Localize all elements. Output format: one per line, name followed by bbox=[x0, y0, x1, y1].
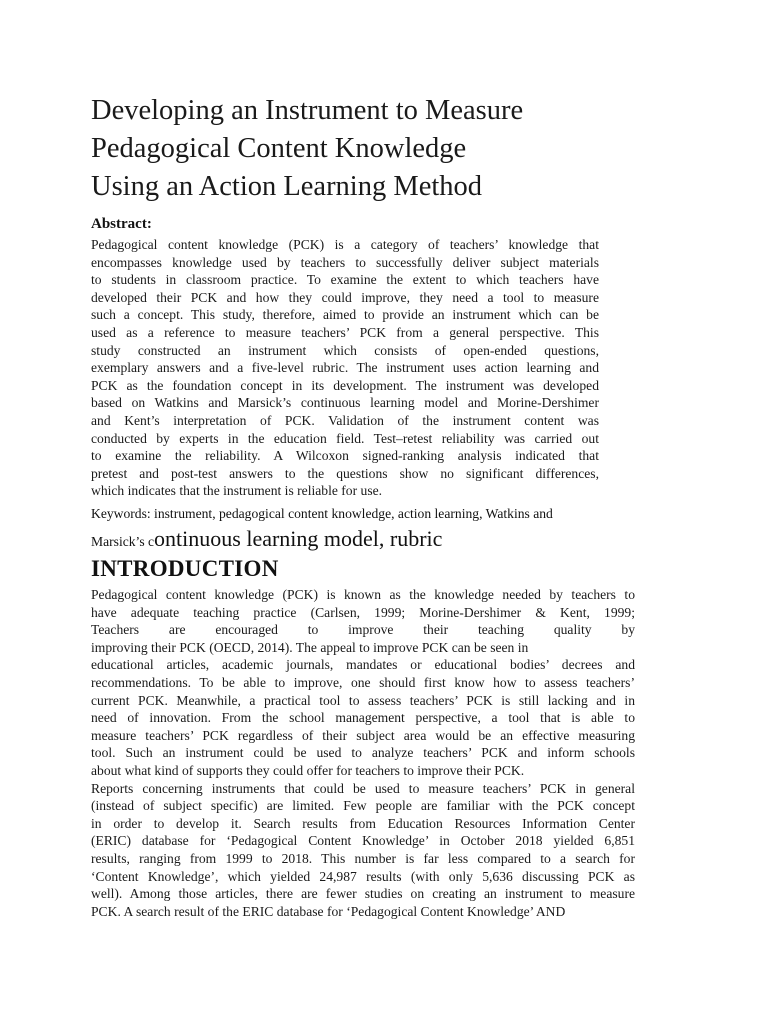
keywords-line-continued bbox=[91, 526, 442, 552]
intro-line: PCK. A search result of the ERIC database for ‘Pedagogical Content Knowledge’ AND bbox=[91, 903, 566, 919]
abstract-body bbox=[91, 236, 599, 500]
abstract-line: based on Watkins and Marsick’s continuous learning model and Morine-Dershimer bbox=[91, 395, 599, 411]
intro-line: about what kind of supports they could offer for teachers to improve their PCK. bbox=[91, 762, 525, 778]
intro-line: need of innovation. From the school management perspective, a tool that is able to bbox=[91, 710, 635, 726]
intro-line: well). Among those articles, there are fewer studies on creating an instrument to measure bbox=[91, 886, 635, 902]
abstract-line: which indicates that the instrument is reliable for use. bbox=[91, 483, 383, 499]
title-line: Pedagogical Content Knowledge bbox=[91, 133, 467, 164]
abstract-line: developed their PCK and how they could improve, they need a tool to measure bbox=[91, 289, 599, 305]
keywords-line: Keywords: instrument, pedagogical content knowledge, action learning, Watkins and bbox=[91, 506, 553, 521]
intro-line: Reports concerning instruments that could be used to measure teachers’ PCK in general bbox=[91, 780, 635, 796]
intro-line: in order to develop it. Search results from Education Resources Information Center bbox=[91, 815, 635, 831]
paper-header bbox=[91, 92, 636, 206]
intro-line: (instead of subject specific) are limited. Few people are familiar with the PCK concept bbox=[91, 798, 635, 814]
introduction-body bbox=[91, 586, 635, 920]
keywords-fragment-small: Marsick’s c bbox=[91, 534, 155, 549]
introduction-heading: INTRODUCTION bbox=[91, 556, 279, 581]
abstract-line: to students in classroom practice. To examine the extent to which teachers have bbox=[91, 272, 599, 288]
abstract-line: used as a reference to measure teachers’ PCK from a general perspective. This bbox=[91, 324, 599, 340]
intro-line: recommendations. To be able to improve, one should first know how to assess teachers’ bbox=[91, 674, 635, 690]
intro-line: educational articles, academic journals, mandates or educational bodies’ decrees and bbox=[91, 657, 635, 673]
abstract-line: to examine the reliability. A Wilcoxon signed-ranking analysis indicated that bbox=[91, 448, 599, 464]
intro-line: Pedagogical content knowledge (PCK) is known as the knowledge needed by teachers to bbox=[91, 587, 635, 602]
abstract-line: pretest and post-test answers to the questions show no significant differences, bbox=[91, 465, 599, 481]
abstract-line: and Kent’s interpretation of PCK. Validation of the instrument content was bbox=[91, 412, 599, 428]
abstract-line: Pedagogical content knowledge (PCK) is a category of teachers’ knowledge that bbox=[91, 237, 599, 252]
abstract-line: exemplary answers and a five-level rubric. The instrument uses action learning and bbox=[91, 360, 599, 376]
keywords bbox=[91, 505, 621, 523]
title-line: Developing an Instrument to Measure bbox=[91, 95, 524, 126]
abstract-heading: Abstract: bbox=[91, 216, 152, 232]
abstract-line: PCK as the foundation concept in its development. The instrument was developed bbox=[91, 377, 599, 393]
intro-line: results, ranging from 1999 to 2018. This number is far less compared to a search for bbox=[91, 850, 635, 866]
keywords-fragment-large: ontinuous learning model, rubric bbox=[154, 526, 443, 551]
paper-title bbox=[91, 92, 636, 206]
intro-line: tool. Such an instrument could be used to analyze teachers’ PCK and inform schools bbox=[91, 745, 635, 761]
abstract-line: conducted by experts in the education field. Test–retest reliability was carried out bbox=[91, 430, 599, 446]
intro-line: current PCK. Meanwhile, a practical tool to assess teachers’ PCK is still lacking and in bbox=[91, 692, 635, 708]
intro-line: Teachers are encouraged to improve their teaching quality by bbox=[91, 622, 635, 638]
intro-line: (ERIC) database for ‘Pedagogical Content Knowledge’ in October 2018 yielded 6,851 bbox=[91, 833, 635, 849]
abstract-line: such a concept. This study, therefore, aimed to provide an instrument which can be bbox=[91, 307, 599, 323]
intro-line: measure teachers’ PCK regardless of their subject area would be an effective measuring bbox=[91, 727, 635, 743]
title-line: Using an Action Learning Method bbox=[91, 171, 483, 202]
intro-line: improving their PCK (OECD, 2014). The appeal to improve PCK can be seen in bbox=[91, 639, 529, 655]
abstract-line: encompasses knowledge used by teachers to successfully deliver subject materials bbox=[91, 254, 599, 270]
intro-line: ‘Content Knowledge’, which yielded 24,987 results (with only 5,636 discussing PCK as bbox=[91, 868, 635, 884]
abstract-line: study constructed an instrument which consists of open-ended questions, bbox=[91, 342, 599, 358]
intro-line: have adequate teaching practice (Carlsen, 1999; Morine-Dershimer & Kent, 1999; bbox=[91, 604, 635, 620]
